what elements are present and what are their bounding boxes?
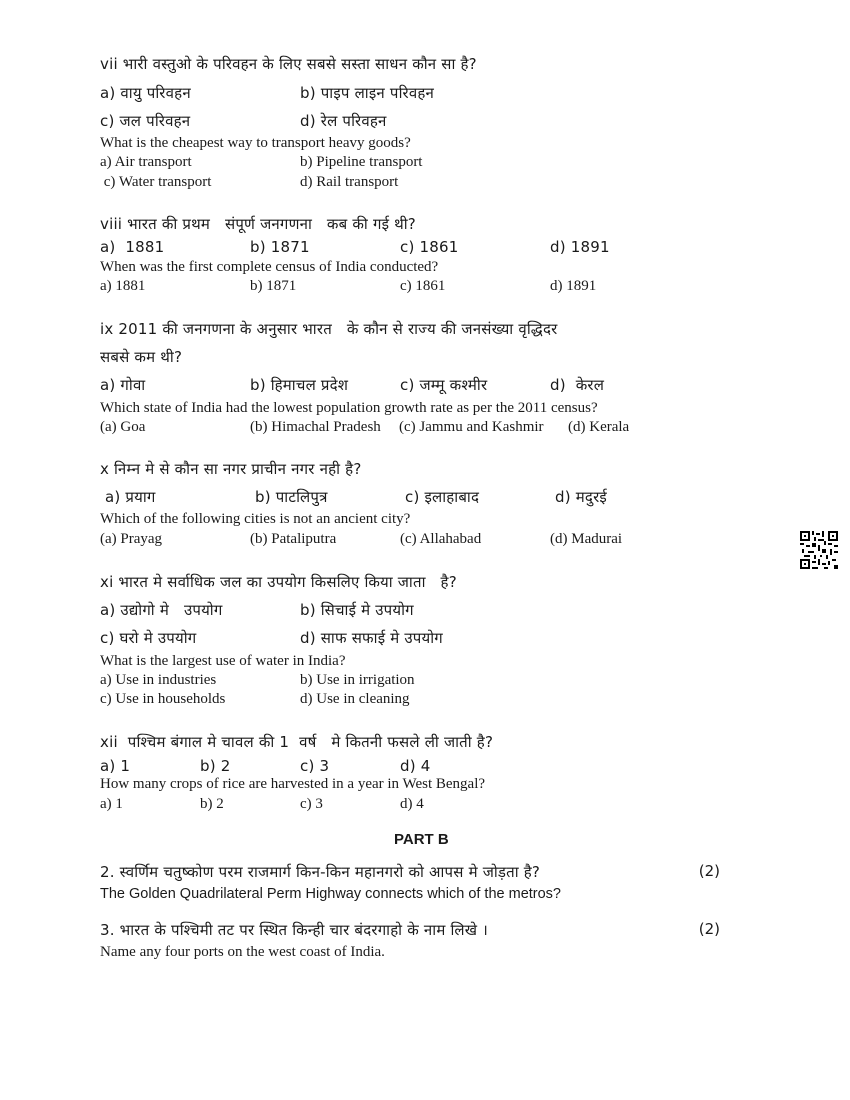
q9-en-option-d: (d) Kerala xyxy=(568,419,630,435)
part-b-question-3-marks: (2) xyxy=(698,920,720,938)
q10-en-option-a: (a) Prayag xyxy=(100,531,163,547)
q10-en-option-b: (b) Pataliputra xyxy=(250,531,337,547)
q11-en-option-b: b) Use in irrigation xyxy=(300,672,415,688)
q9-hi-option-c: c) जम्मू कश्मीर xyxy=(400,376,488,394)
q7-en-option-c: c) Water transport xyxy=(100,174,212,190)
question-xii-english: How many crops of rice are harvested in a year in West Bengal? xyxy=(100,776,486,792)
question-xi-english: What is the largest use of water in India? xyxy=(100,653,346,669)
q11-en-option-d: d) Use in cleaning xyxy=(300,691,410,707)
part-b-question-2-hindi: 2. स्वर्णिम चतुष्कोण परम राजमार्ग किन-किन महानगरो को आपस मे जोड़ता है? xyxy=(100,863,541,881)
q12-en-option-a: a) 1 xyxy=(100,796,123,812)
q10-en-option-c: (c) Allahabad xyxy=(400,531,482,547)
q8-hi-option-c: c) 1861 xyxy=(400,238,459,256)
q12-en-option-b: b) 2 xyxy=(200,796,224,812)
question-viii-english: When was the first complete census of India conducted? xyxy=(100,259,439,275)
q9-en-option-c: (c) Jammu and Kashmir xyxy=(399,419,544,435)
q10-hi-option-c: c) इलाहाबाद xyxy=(405,488,480,506)
question-x-english: Which of the following cities is not an ancient city? xyxy=(100,511,411,527)
q7-en-option-a: a) Air transport xyxy=(100,154,192,170)
q12-hi-option-b: b) 2 xyxy=(200,757,231,775)
q7-hi-option-a: a) वायु परिवहन xyxy=(100,84,191,102)
q11-en-option-a: a) Use in industries xyxy=(100,672,217,688)
q12-hi-option-d: d) 4 xyxy=(400,757,431,775)
question-xi-hindi: xi भारत मे सर्वाधिक जल का उपयोग किसलिए किया जाता है? xyxy=(100,573,457,591)
question-x-hindi: x निम्न मे से कौन सा नगर प्राचीन नगर नही है? xyxy=(100,460,362,478)
q9-hi-option-d: d) केरल xyxy=(550,376,605,394)
q9-hi-option-a: a) गोवा xyxy=(100,376,146,394)
q8-en-option-a: a) 1881 xyxy=(100,278,146,294)
q7-hi-option-c: c) जल परिवहन xyxy=(100,112,191,130)
question-xii-hindi: xii पश्चिम बंगाल मे चावल की 1 वर्ष मे कितनी फसले ली जाती है? xyxy=(100,733,494,751)
qr-code-icon xyxy=(800,531,838,569)
q12-en-option-c: c) 3 xyxy=(300,796,323,812)
q11-hi-option-c: c) घरो मे उपयोग xyxy=(100,629,197,647)
q11-hi-option-b: b) सिचाई मे उपयोग xyxy=(300,601,414,619)
q10-hi-option-d: d) मदुरई xyxy=(555,488,607,506)
q10-en-option-d: (d) Madurai xyxy=(550,531,623,547)
part-b-question-2-english: The Golden Quadrilateral Perm Highway connects which of the metros? xyxy=(100,886,561,902)
q9-en-option-b: (b) Himachal Pradesh xyxy=(250,419,381,435)
q10-hi-option-b: b) पाटलिपुत्र xyxy=(255,488,328,506)
q12-en-option-d: d) 4 xyxy=(400,796,424,812)
part-b-question-2-marks: (2) xyxy=(698,862,720,880)
question-vii-english: What is the cheapest way to transport heavy goods? xyxy=(100,135,411,151)
q10-hi-option-a: a) प्रयाग xyxy=(100,488,156,506)
question-ix-hindi: ix 2011 की जनगणना के अनुसार भारत के कौन से राज्य की जनसंख्या वृद्धिदर xyxy=(100,320,558,338)
q7-en-option-d: d) Rail transport xyxy=(300,174,399,190)
q8-en-option-b: b) 1871 xyxy=(250,278,297,294)
question-viii-hindi: viii भारत की प्रथम संपूर्ण जनगणना कब की गई थी? xyxy=(100,215,416,233)
q11-en-option-c: c) Use in households xyxy=(100,691,226,707)
question-ix-hindi-cont: सबसे कम थी? xyxy=(100,348,183,366)
q8-hi-option-b: b) 1871 xyxy=(250,238,310,256)
q9-hi-option-b: b) हिमाचल प्रदेश xyxy=(250,376,349,394)
part-b-question-3-hindi: 3. भारत के पश्चिमी तट पर स्थित किन्ही चार बंदरगाहो के नाम लिखे । xyxy=(100,921,489,939)
q11-hi-option-a: a) उद्योगो मे उपयोग xyxy=(100,601,223,619)
q8-en-option-c: c) 1861 xyxy=(400,278,446,294)
q7-hi-option-d: d) रेल परिवहन xyxy=(300,112,387,130)
q8-hi-option-a: a) 1881 xyxy=(100,238,165,256)
part-b-question-3-english: Name any four ports on the west coast of India. xyxy=(100,944,385,960)
question-ix-english: Which state of India had the lowest population growth rate as per the 2011 census? xyxy=(100,400,598,416)
part-b-heading: PART B xyxy=(394,831,449,848)
q7-hi-option-b: b) पाइप लाइन परिवहन xyxy=(300,84,435,102)
q12-hi-option-c: c) 3 xyxy=(300,757,330,775)
question-vii-hindi: vii भारी वस्तुओ के परिवहन के लिए सबसे सस्ता साधन कौन सा है? xyxy=(100,55,477,73)
q7-en-option-b: b) Pipeline transport xyxy=(300,154,423,170)
q8-en-option-d: d) 1891 xyxy=(550,278,597,294)
q12-hi-option-a: a) 1 xyxy=(100,757,131,775)
q8-hi-option-d: d) 1891 xyxy=(550,238,610,256)
q11-hi-option-d: d) साफ सफाई मे उपयोग xyxy=(300,629,443,647)
q9-en-option-a: (a) Goa xyxy=(100,419,146,435)
